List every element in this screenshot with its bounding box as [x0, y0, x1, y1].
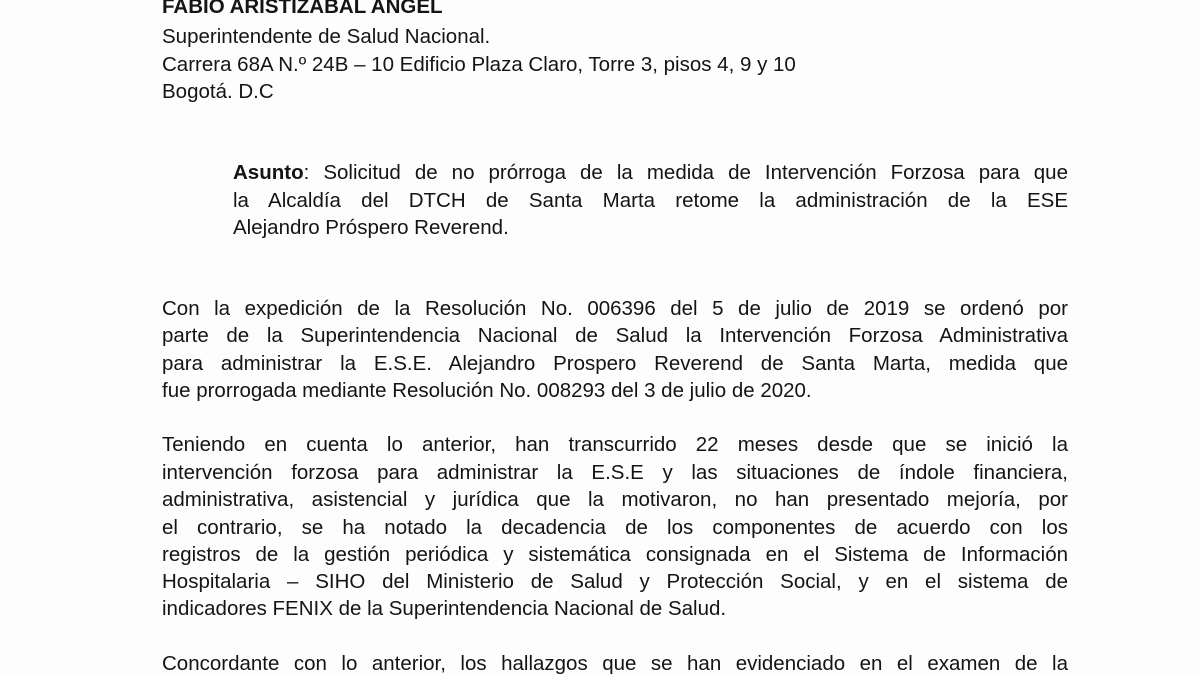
subject-line-2: la Alcaldía del DTCH de Santa Marta retome la administración de la ESE — [233, 189, 1068, 212]
paragraph2-line: Teniendo en cuenta lo anterior, han transcurrido 22 meses desde que se inició la — [162, 433, 1068, 456]
paragraph2-line: intervención forzosa para administrar la E.S.E y las situaciones de índole financiera, — [162, 461, 1068, 484]
subject-label: Asunto — [233, 161, 304, 184]
paragraph2-line: el contrario, se ha notado la decadencia de los componentes de acuerdo con los — [162, 516, 1068, 539]
recipient-name: FABIO ARISTIZABAL ANGEL — [162, 0, 443, 18]
paragraph2-line: registros de la gestión periódica y sistemática consignada en el Sistema de Información — [162, 543, 1068, 566]
paragraph3-line: Concordante con lo anterior, los hallazgos que se han evidenciado en el examen de la — [162, 652, 1068, 675]
paragraph1-line: parte de la Superintendencia Nacional de Salud la Intervención Forzosa Administrativa — [162, 324, 1068, 347]
paragraph2-line: administrativa, asistencial y jurídica que la motivaron, no han presentado mejoría, por — [162, 488, 1068, 511]
paragraph2-line: indicadores FENIX de la Superintendencia Nacional de Salud. — [162, 597, 727, 620]
paragraph1-line: fue prorrogada mediante Resolución No. 008293 del 3 de julio de 2020. — [162, 379, 812, 402]
subject-text: : Solicitud de no prórroga de la medida de Intervención Forzosa para que — [303, 161, 1068, 184]
recipient-title: Superintendente de Salud Nacional. — [162, 25, 491, 48]
subject-line-3: Alejandro Próspero Reverend. — [233, 216, 509, 239]
paragraph1-line: para administrar la E.S.E. Alejandro Prospero Reverend de Santa Marta, medida que — [162, 352, 1068, 375]
paragraph2-line: Hospitalaria – SIHO del Ministerio de Salud y Protección Social, y en el sistema de — [162, 570, 1068, 593]
recipient-address: Carrera 68A N.º 24B – 10 Edificio Plaza Claro, Torre 3, pisos 4, 9 y 10 — [162, 53, 796, 76]
recipient-city: Bogotá. D.C — [162, 80, 274, 103]
subject-line-1 — [233, 163, 1068, 184]
paragraph1-line: Con la expedición de la Resolución No. 006396 del 5 de julio de 2019 se ordenó por — [162, 297, 1068, 320]
